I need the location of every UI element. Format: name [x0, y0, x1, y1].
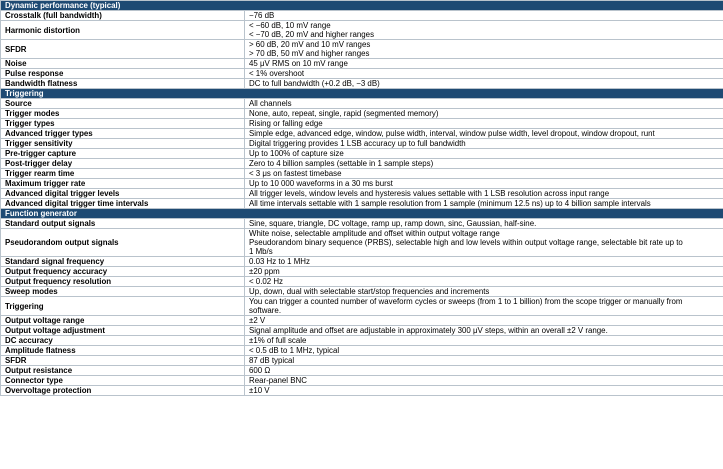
spec-value-line: 600 Ω: [249, 366, 271, 375]
spec-value: [245, 277, 723, 287]
spec-value: [245, 199, 723, 209]
spec-label: Connector type: [1, 376, 245, 386]
spec-value: [245, 99, 723, 109]
spec-label: Advanced digital trigger time intervals: [1, 199, 245, 209]
spec-label: SFDR: [1, 356, 245, 366]
spec-label: Sweep modes: [1, 287, 245, 297]
spec-label: Maximum trigger rate: [1, 179, 245, 189]
spec-row: [1, 129, 723, 139]
spec-value-line: ±2 V: [249, 316, 266, 325]
spec-value: [245, 229, 723, 257]
spec-value-line: > 70 dB, 50 mV and higher ranges: [249, 49, 370, 58]
spec-label: Pulse response: [1, 69, 245, 79]
spec-value: [245, 376, 723, 386]
spec-value: [245, 21, 723, 40]
spec-value: [245, 346, 723, 356]
spec-value-line: ±20 ppm: [249, 267, 280, 276]
spec-row: [1, 79, 723, 89]
spec-value-line: Rear-panel BNC: [249, 376, 307, 385]
spec-row: [1, 139, 723, 149]
spec-value-line: < 0.5 dB to 1 MHz, typical: [249, 346, 340, 355]
spec-value-line: Up, down, dual with selectable start/stop frequencies and increments: [249, 287, 490, 296]
spec-value-line: You can trigger a counted number of waveform cycles or sweeps (from 1 to 1 billion) from the scope trigger or manually from: [249, 297, 683, 306]
spec-row: [1, 366, 723, 376]
spec-value-line: All time intervals settable with 1 sample resolution from 1 sample (minimum 12.5 ns) up to 4 billion sample intervals: [249, 199, 651, 208]
spec-row: [1, 229, 723, 257]
spec-value: [245, 69, 723, 79]
spec-row: [1, 356, 723, 366]
spec-label: Trigger sensitivity: [1, 139, 245, 149]
spec-value-line: software.: [249, 306, 282, 315]
spec-row: [1, 169, 723, 179]
spec-value: [245, 149, 723, 159]
spec-row: [1, 257, 723, 267]
spec-label: Overvoltage protection: [1, 386, 245, 396]
spec-value-line: 45 μV RMS on 10 mV range: [249, 59, 348, 68]
spec-value: [245, 386, 723, 396]
section-title: Triggering: [1, 89, 723, 99]
spec-row: [1, 316, 723, 326]
spec-label: Output frequency accuracy: [1, 267, 245, 277]
spec-value-line: −76 dB: [249, 11, 275, 20]
spec-value-line: ±10 V: [249, 386, 270, 395]
spec-value-line: Zero to 4 billion samples (settable in 1 sample steps): [249, 159, 434, 168]
spec-value-line: 1 Mb/s: [249, 247, 273, 256]
spec-row: [1, 336, 723, 346]
spec-row: [1, 109, 723, 119]
spec-row: [1, 11, 723, 21]
spec-row: [1, 189, 723, 199]
spec-row: [1, 119, 723, 129]
spec-label: Trigger rearm time: [1, 169, 245, 179]
spec-value-line: White noise, selectable amplitude and offset within output voltage range: [249, 229, 500, 238]
spec-label: Output resistance: [1, 366, 245, 376]
spec-value: [245, 119, 723, 129]
spec-value-line: Rising or falling edge: [249, 119, 323, 128]
spec-label: Standard signal frequency: [1, 257, 245, 267]
spec-row: [1, 219, 723, 229]
spec-row: [1, 346, 723, 356]
spec-value-line: 0.03 Hz to 1 MHz: [249, 257, 310, 266]
spec-value-line: < −70 dB, 20 mV and higher ranges: [249, 30, 375, 39]
spec-label: Standard output signals: [1, 219, 245, 229]
spec-label: Amplitude flatness: [1, 346, 245, 356]
spec-row: [1, 159, 723, 169]
spec-label: Pre-trigger capture: [1, 149, 245, 159]
spec-value: [245, 287, 723, 297]
spec-label: Pseudorandom output signals: [1, 229, 245, 257]
spec-row: [1, 40, 723, 59]
section-header: [1, 1, 723, 11]
spec-value-line: Up to 100% of capture size: [249, 149, 344, 158]
spec-value: [245, 336, 723, 346]
spec-value: [245, 109, 723, 119]
spec-row: [1, 267, 723, 277]
spec-label: Triggering: [1, 297, 245, 316]
spec-value-line: Simple edge, advanced edge, window, pulse width, interval, window pulse width, level dropout, window dropout, runt: [249, 129, 655, 138]
spec-value: [245, 297, 723, 316]
spec-value-line: > 60 dB, 20 mV and 10 mV ranges: [249, 40, 371, 49]
spec-value: [245, 129, 723, 139]
spec-row: [1, 199, 723, 209]
spec-label: Noise: [1, 59, 245, 69]
spec-value: [245, 79, 723, 89]
spec-value-line: None, auto, repeat, single, rapid (segmented memory): [249, 109, 439, 118]
spec-label: Post-trigger delay: [1, 159, 245, 169]
spec-label: Harmonic distortion: [1, 21, 245, 40]
spec-label: Crosstalk (full bandwidth): [1, 11, 245, 21]
spec-row: [1, 149, 723, 159]
spec-value-line: DC to full bandwidth (+0.2 dB, −3 dB): [249, 79, 380, 88]
spec-value: [245, 179, 723, 189]
spec-row: [1, 179, 723, 189]
spec-value-line: < 0.02 Hz: [249, 277, 283, 286]
spec-value: [245, 159, 723, 169]
spec-value: [245, 219, 723, 229]
spec-row: [1, 21, 723, 40]
spec-value: [245, 257, 723, 267]
spec-row: [1, 69, 723, 79]
spec-value: [245, 267, 723, 277]
spec-value-line: Pseudorandom binary sequence (PRBS), selectable high and low levels within output voltage range, selectable bit rate up to: [249, 238, 683, 247]
spec-value: [245, 139, 723, 149]
section-title: Dynamic performance (typical): [1, 1, 723, 11]
spec-row: [1, 99, 723, 109]
spec-value: [245, 366, 723, 376]
spec-row: [1, 287, 723, 297]
section-header: [1, 209, 723, 219]
spec-value: [245, 59, 723, 69]
spec-value: [245, 356, 723, 366]
spec-label: Output frequency resolution: [1, 277, 245, 287]
spec-label: Output voltage adjustment: [1, 326, 245, 336]
spec-value-line: Sine, square, triangle, DC voltage, ramp up, ramp down, sinc, Gaussian, half-sine.: [249, 219, 537, 228]
spec-row: [1, 277, 723, 287]
spec-label: Trigger types: [1, 119, 245, 129]
spec-row: [1, 59, 723, 69]
spec-value-line: 87 dB typical: [249, 356, 295, 365]
spec-value: [245, 169, 723, 179]
spec-row: [1, 326, 723, 336]
spec-value-line: < −60 dB, 10 mV range: [249, 21, 331, 30]
spec-table-body: [1, 1, 723, 396]
spec-label: SFDR: [1, 40, 245, 59]
spec-value-line: Digital triggering provides 1 LSB accuracy up to full bandwidth: [249, 139, 466, 148]
spec-label: DC accuracy: [1, 336, 245, 346]
spec-value: [245, 189, 723, 199]
spec-label: Output voltage range: [1, 316, 245, 326]
spec-label: Advanced digital trigger levels: [1, 189, 245, 199]
spec-value-line: ±1% of full scale: [249, 336, 307, 345]
spec-value: [245, 40, 723, 59]
spec-value: [245, 11, 723, 21]
spec-label: Advanced trigger types: [1, 129, 245, 139]
spec-value-line: Signal amplitude and offset are adjustable in approximately 300 μV steps, within an overall ±2 V range.: [249, 326, 608, 335]
section-title: Function generator: [1, 209, 723, 219]
spec-row: [1, 376, 723, 386]
spec-value-line: All trigger levels, window levels and hysteresis values settable with 1 LSB resolution across input range: [249, 189, 610, 198]
spec-row: [1, 297, 723, 316]
spec-value-line: All channels: [249, 99, 292, 108]
spec-value-line: < 1% overshoot: [249, 69, 305, 78]
spec-label: Bandwidth flatness: [1, 79, 245, 89]
spec-value: [245, 316, 723, 326]
spec-value-line: < 3 μs on fastest timebase: [249, 169, 342, 178]
spec-label: Source: [1, 99, 245, 109]
spec-label: Trigger modes: [1, 109, 245, 119]
section-header: [1, 89, 723, 99]
spec-row: [1, 386, 723, 396]
spec-value: [245, 326, 723, 336]
spec-value-line: Up to 10 000 waveforms in a 30 ms burst: [249, 179, 393, 188]
